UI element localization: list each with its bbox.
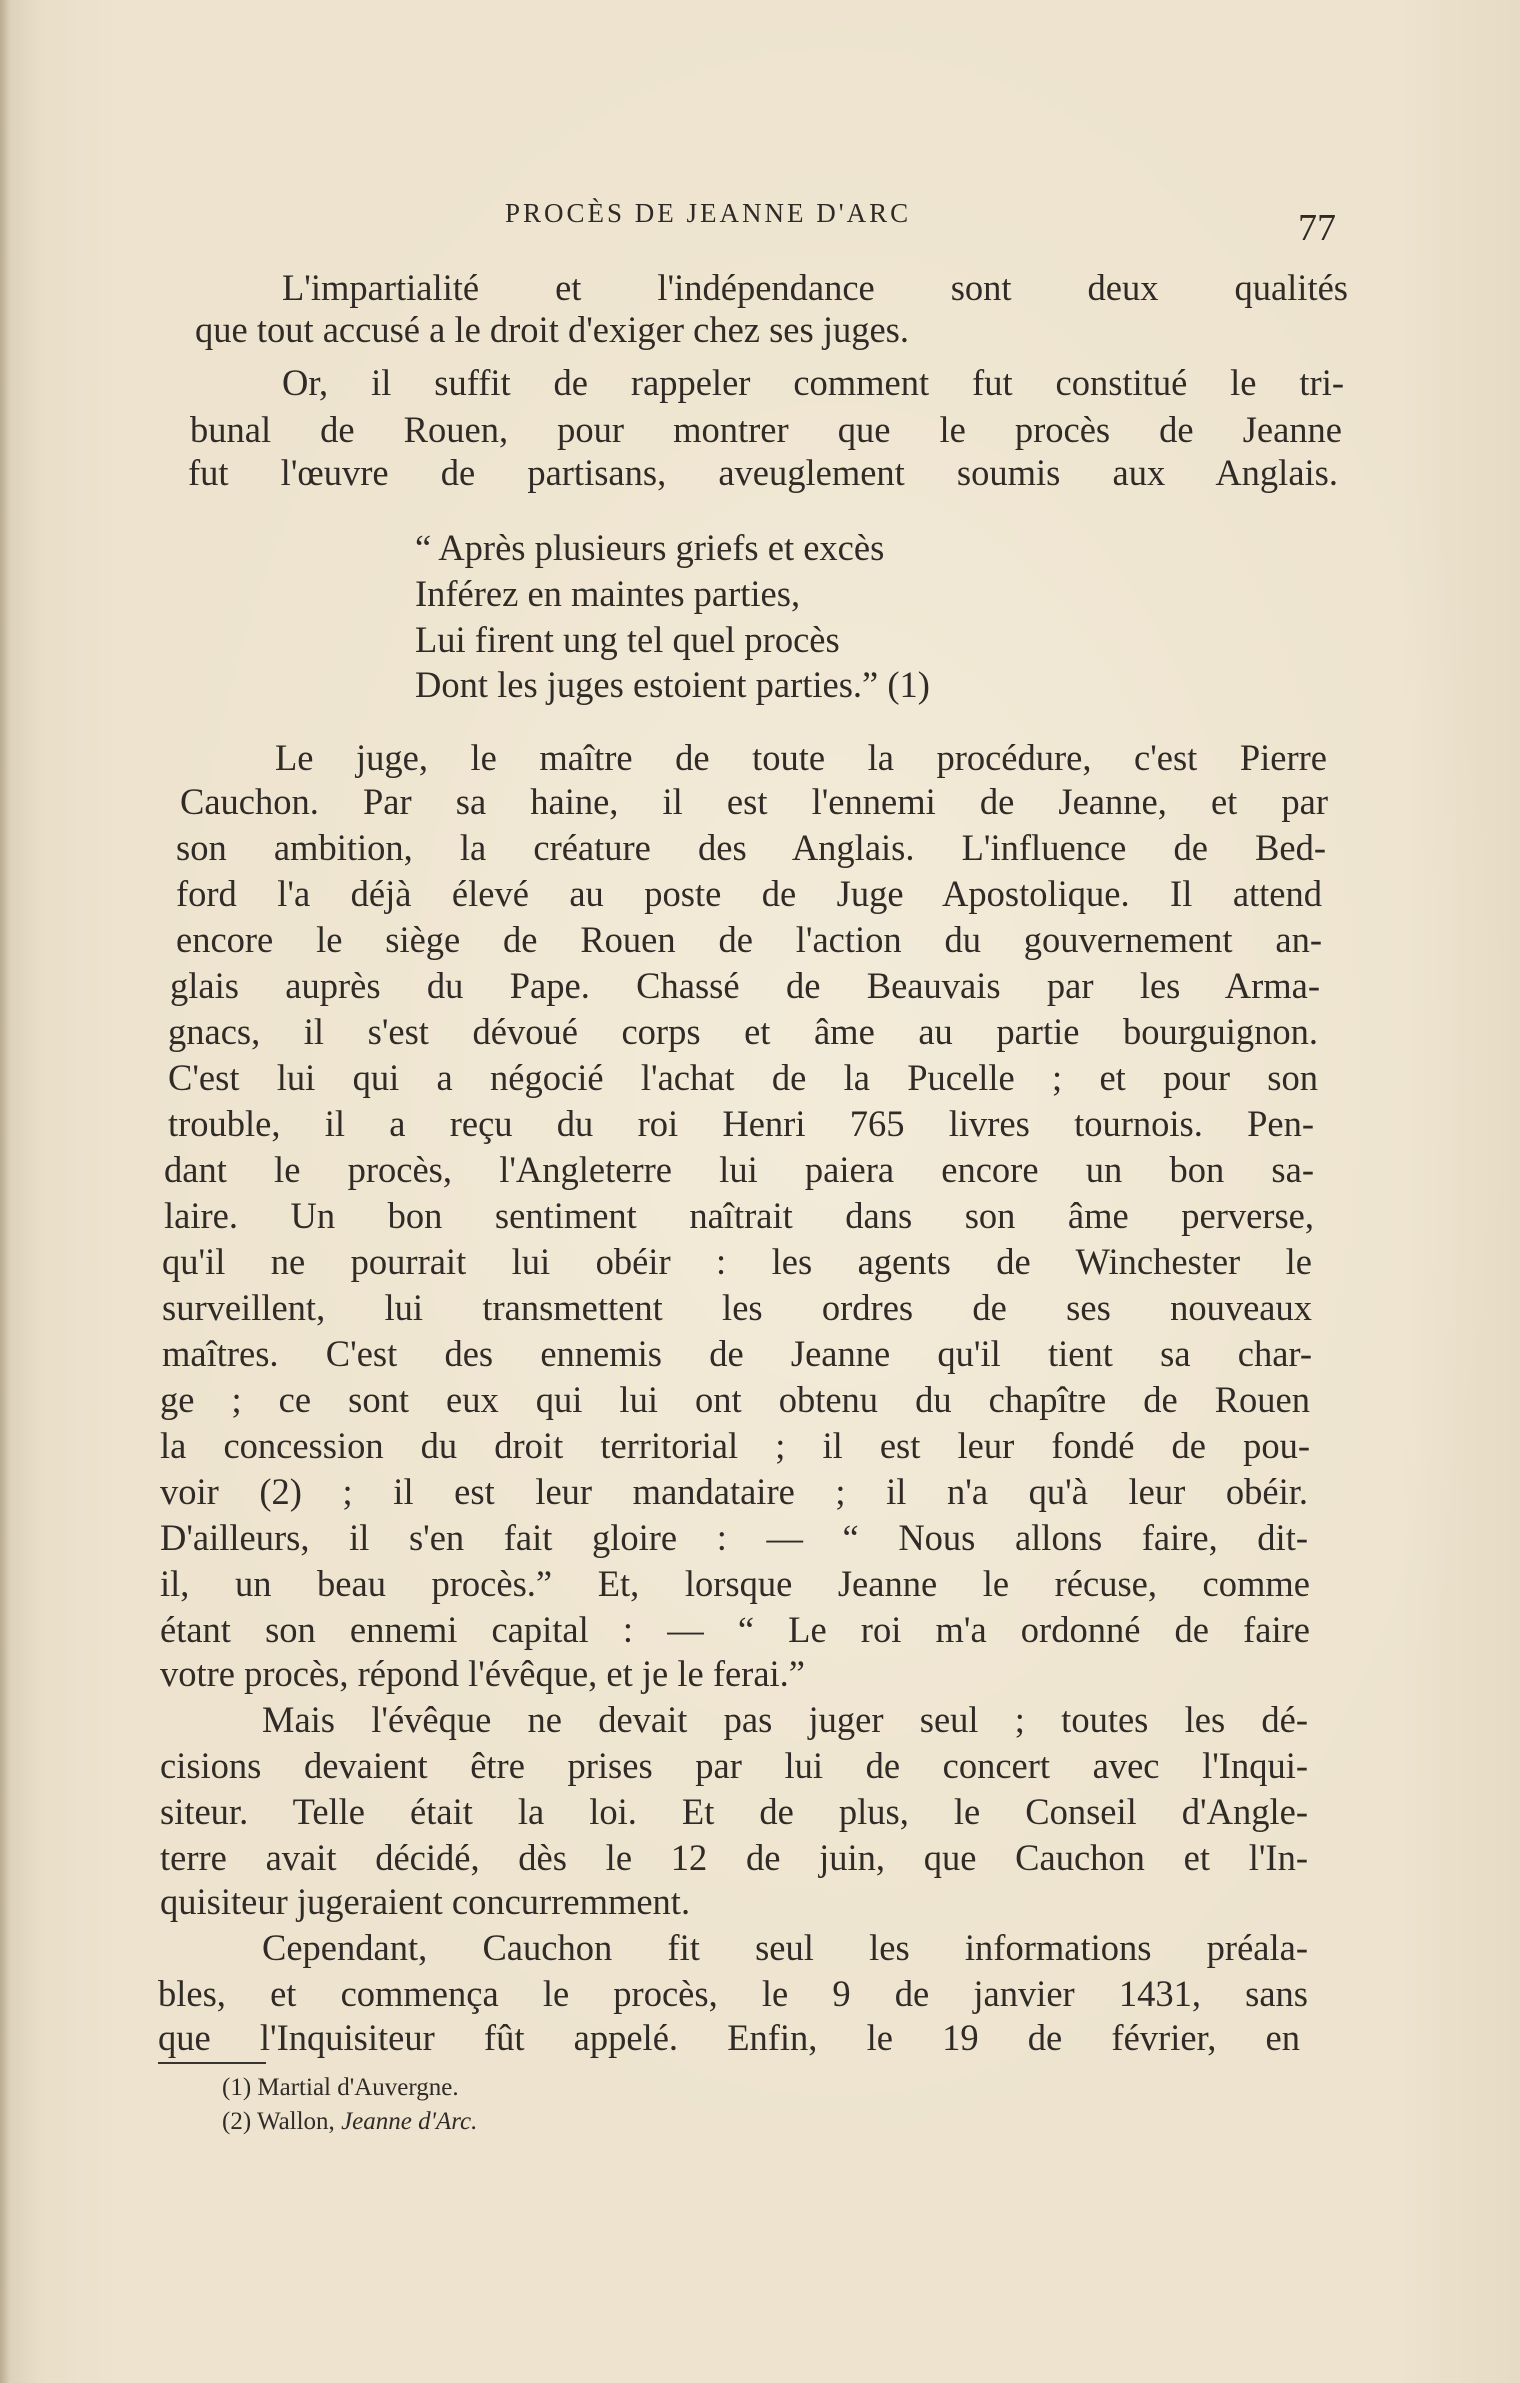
paragraph-4-line-3: siteur. Telle était la loi. Et de plus, le Conseil d'Angle- <box>160 1791 1308 1832</box>
paragraph-1-line-2: que tout accusé a le droit d'exiger chez ses juges. <box>195 309 909 350</box>
paragraph-3-line-8: C'est lui qui a négocié l'achat de la Pucelle ; et pour son <box>168 1057 1318 1098</box>
paragraph-3-line-4: ford l'a déjà élevé au poste de Juge Apostolique. Il attend <box>176 873 1322 914</box>
paragraph-3-line-13: surveillent, lui transmettent les ordres de ses nouveaux <box>162 1287 1312 1328</box>
paragraph-3-line-11: laire. Un bon sentiment naîtrait dans son âme perverse, <box>164 1195 1314 1236</box>
paragraph-5-line-2: bles, et commença le procès, le 9 de janvier 1431, sans <box>158 1973 1308 2014</box>
paragraph-5-line-1: Cependant, Cauchon fit seul les informations préala- <box>262 1927 1308 1968</box>
paragraph-3-line-14: maîtres. C'est des ennemis de Jeanne qu'il tient sa char- <box>162 1333 1312 1374</box>
paragraph-3-line-1: Le juge, le maître de toute la procédure, c'est Pierre <box>275 737 1327 778</box>
paragraph-3-line-17: voir (2) ; il est leur mandataire ; il n'a qu'à leur obéir. <box>160 1471 1308 1512</box>
paragraph-2-line-2: bunal de Rouen, pour montrer que le procès de Jeanne <box>190 409 1342 450</box>
paragraph-2-line-3: fut l'œuvre de partisans, aveuglement soumis aux Anglais. <box>188 452 1338 493</box>
footnote-1-marker: (1) <box>222 2074 252 2101</box>
paragraph-4-line-5: quisiteur jugeraient concurremment. <box>160 1881 691 1922</box>
paragraph-3-line-18: D'ailleurs, il s'en fait gloire : — “ Nous allons faire, dit- <box>160 1517 1308 1558</box>
footnote-1-text: Martial d'Auvergne. <box>257 2074 459 2101</box>
verse-line-3: Lui firent ung tel quel procès <box>415 619 840 660</box>
paragraph-3-line-16: la concession du droit territorial ; il est leur fondé de pou- <box>160 1425 1310 1466</box>
paragraph-3-line-19: il, un beau procès.” Et, lorsque Jeanne le récuse, comme <box>160 1563 1310 1604</box>
footnote-1 <box>222 2074 459 2102</box>
paragraph-3-line-21: votre procès, répond l'évêque, et je le ferai.” <box>160 1653 806 1694</box>
paragraph-3-line-15: ge ; ce sont eux qui lui ont obtenu du chapître de Rouen <box>160 1379 1310 1420</box>
paragraph-2-line-1: Or, il suffit de rappeler comment fut constitué le tri- <box>282 362 1344 403</box>
running-head: PROCÈS DE JEANNE D'ARC <box>505 198 912 228</box>
paragraph-1-line-1: L'impartialité et l'indépendance sont deux qualités <box>282 267 1348 308</box>
footnote-2-text: Wallon, <box>256 2108 335 2135</box>
paragraph-3-line-3: son ambition, la créature des Anglais. L'influence de Bed- <box>176 827 1326 868</box>
paragraph-4-line-4: terre avait décidé, dès le 12 de juin, que Cauchon et l'In- <box>160 1837 1308 1878</box>
verse-line-2: Inférez en maintes parties, <box>415 573 801 614</box>
verse-line-4: Dont les juges estoient parties.” (1) <box>415 664 930 705</box>
paragraph-4-line-1: Mais l'évêque ne devait pas juger seul ; toutes les dé- <box>262 1699 1308 1740</box>
paragraph-3-line-5: encore le siège de Rouen de l'action du gouvernement an- <box>176 919 1322 960</box>
paragraph-3-line-9: trouble, il a reçu du roi Henri 765 livres tournois. Pen- <box>168 1103 1314 1144</box>
paragraph-5-line-3: que l'Inquisiteur fût appelé. Enfin, le 19 de février, en <box>158 2017 1300 2058</box>
paragraph-3-line-20: étant son ennemi capital : — “ Le roi m'a ordonné de faire <box>160 1609 1310 1650</box>
paragraph-3-line-10: dant le procès, l'Angleterre lui paiera encore un bon sa- <box>164 1149 1314 1190</box>
paragraph-4-line-2: cisions devaient être prises par lui de concert avec l'Inqui- <box>160 1745 1308 1786</box>
footnote-rule <box>158 2062 266 2064</box>
paragraph-3-line-12: qu'il ne pourrait lui obéir : les agents de Winchester le <box>162 1241 1312 1282</box>
footnote-2-marker: (2) <box>222 2108 252 2135</box>
page-number: 77 <box>1298 207 1336 249</box>
paragraph-3-line-2: Cauchon. Par sa haine, il est l'ennemi de Jeanne, et par <box>180 781 1328 822</box>
footnote-2-title: Jeanne d'Arc. <box>341 2108 478 2135</box>
footnote-2 <box>222 2108 477 2136</box>
paragraph-3-line-6: glais auprès du Pape. Chassé de Beauvais par les Arma- <box>170 965 1320 1006</box>
paragraph-3-line-7: gnacs, il s'est dévoué corps et âme au partie bourguignon. <box>168 1011 1318 1052</box>
verse-line-1: “ Après plusieurs griefs et excès <box>415 527 885 568</box>
